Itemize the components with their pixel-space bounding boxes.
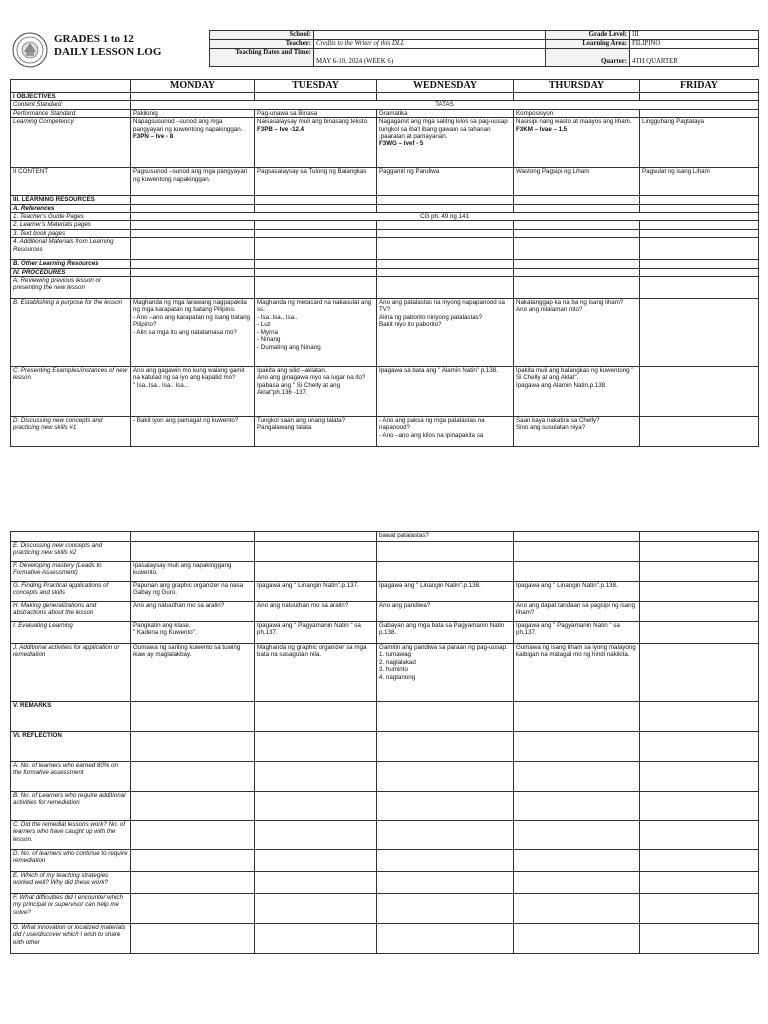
proc-h-row (11, 602, 759, 622)
thursday-proc-d: Saan kaya nakatira sa Chelly? Sino ang susulatan niya? (514, 417, 640, 447)
proc-c-label: C. Presenting Examples/instances of new lesson (11, 367, 131, 417)
friday-content: Pagsulat ng isang Liham (640, 168, 759, 196)
proc-d-row (11, 417, 759, 447)
procedures-row (11, 268, 759, 276)
monday-proc-j: Gumawa ng sariling kuwento sa tuwing ikaw ay maglalakbay. (131, 644, 255, 702)
wednesday-competency-code: F3WG – Ivef - 5 (379, 140, 424, 148)
tuesday-content: Pagsasalaysay sa Tulong ng Balangkas (255, 168, 377, 196)
proc-e-label: E. Discussing new concepts and practicing new skills #2 (11, 542, 131, 562)
corner-cell (11, 80, 131, 93)
proc-j-row (11, 644, 759, 702)
wednesday-proc-i: Gabayan ang mga bata sa Pagyamanin Natin p.138. (377, 622, 514, 644)
content-standard-label: Content Standard (11, 101, 131, 109)
area-label: Learning Area: (546, 40, 630, 49)
other-resources-row (11, 260, 759, 268)
monday-proc-c: Ano ang gagawin mo kung walang gamit na katulad ng sa iyo ang kapatid mo? " Isa..Isa.. Isa.. Isa... (131, 367, 255, 417)
performance-standard-label: Performance Standard (11, 109, 131, 117)
references-row (11, 204, 759, 212)
ref-c-row (11, 821, 759, 850)
tuesday-competency: Naisasalaysay muli ang binasang teksto. F3PB – Ive -12.4 (255, 118, 377, 168)
monday-proc-f: Ipasalaysay muli ang napakinggang kuwento. (131, 562, 255, 582)
proc-a-label: A. Reviewing previous lesson or presenting the new lesson (11, 277, 131, 299)
tuesday-proc-d: Tungkol saan ang unang talata? Pangalawang talata (255, 417, 377, 447)
ref-f-label: F. What difficulties did I encounter which my principal or supervisor can help me solve? (11, 894, 131, 924)
learning-resources-label: III. LEARNING RESOURCES (11, 196, 131, 204)
objectives-row (11, 93, 759, 101)
proc-c-row (11, 367, 759, 417)
friday-competency: Lingguhang Pagtataya (640, 118, 759, 168)
ref-f-row (11, 894, 759, 924)
content-standard-row (11, 101, 759, 109)
teacher-label: Teacher: (210, 40, 314, 49)
thursday-performance: Komposisyon (514, 109, 640, 117)
ref-e-label: E. Which of my teaching strategies worked well? Why did these work? (11, 872, 131, 894)
tuesday-proc-j: Maghanda ng graphic organizer sa mga bata na sasagutan nila. (255, 644, 377, 702)
proc-b-label: B. Establishing a purpose for the lesson (11, 299, 131, 367)
proc-g-row (11, 582, 759, 602)
wednesday-performance: Gramatika (377, 109, 514, 117)
objectives-label: I OBJECTIVES (11, 93, 131, 101)
proc-h-label: H. Making generalizations and abstractions about the lesson (11, 602, 131, 622)
day-header-row (11, 80, 759, 93)
additional-materials-row (11, 238, 759, 260)
continuation-row (11, 532, 759, 542)
wednesday-proc-d-cont: bawat patalastas? (377, 532, 514, 542)
monday-proc-b: Maghanda ng mga larawang nagpapakita ng mga karapatan ng batang Pilipino. - Ano –ano ang karapatan ng isang batang Pilipino? - Alin sa mga ito ang natatamasa mo? (131, 299, 255, 367)
ref-g-row (11, 924, 759, 954)
thursday-content: Wastong Pagsipi ng Liham (514, 168, 640, 196)
deped-seal-icon (12, 32, 48, 68)
ref-d-label: D. No. of learners who continue to require remediation (11, 850, 131, 872)
monday-competency-code: F3PN – Ive - 8 (133, 133, 174, 141)
performance-standard-row (11, 109, 759, 117)
day-monday: MONDAY (131, 80, 255, 93)
remarks-row (11, 702, 759, 732)
lesson-table-page-1 (10, 79, 759, 447)
proc-d-label: D. Discussing new concepts and practicing new skills #1 (11, 417, 131, 447)
content-label: II CONTENT (11, 168, 131, 196)
ref-b-row (11, 792, 759, 821)
proc-i-row (11, 622, 759, 644)
content-standard-value: TATAS (131, 101, 759, 109)
references-label: A. References (11, 204, 131, 212)
proc-f-label: F. Developing mastery (Leads to Formative Assessment) (11, 562, 131, 582)
wednesday-proc-c: Ipagawa sa bata ang " Alamin Natin" p.138. (377, 367, 514, 417)
wednesday-proc-d: - Ano ang paksa ng mga patalastas na napanood? - Ano –ano ang kilos na ipinapakita sa (377, 417, 514, 447)
proc-i-label: I. Evaluating Learning (11, 622, 131, 644)
proc-j-label: J. Additional activities for application or remediation (11, 644, 131, 702)
ref-a-label: A. No. of learners who earned 80% on the formative assessment (11, 762, 131, 792)
proc-a-row (11, 277, 759, 299)
wednesday-proc-j: Gamitin ang pandiwa sa paraan ng pag-uusap. 1. tumawag 2. naglalakad 3. huminto 4. nagtanong (377, 644, 514, 702)
proc-g-label: G. Finding Practical applications of concepts and skills (11, 582, 131, 602)
tuesday-proc-h: Ano ang natuuthan mo sa aralin? (255, 602, 377, 622)
info-table (209, 30, 759, 67)
ref-d-row (11, 850, 759, 872)
tg-pages-value: CG ph. 49 ng 141 (131, 213, 759, 221)
document-title (54, 33, 161, 59)
monday-content: Pagsusunod –sunod ang mga pangyayari ng kuwentong napakinggan. (131, 168, 255, 196)
tuesday-competency-code: F3PB – Ive -12.4 (257, 125, 305, 133)
thursday-proc-i: Ipagawa ang " Pagyamanin Natin " sa ph.137. (514, 622, 640, 644)
monday-proc-h: Ano ang natuuthan mo sa aralin? (131, 602, 255, 622)
lm-pages-label: 2. Learner's Materials pages (11, 221, 131, 229)
school-value (314, 31, 546, 40)
learning-competency-row (11, 118, 759, 168)
ref-g-label: G. What innovation or localized materials did I use/discover which I wish to share with other (11, 924, 131, 954)
quarter-label: Quarter: (546, 49, 630, 67)
monday-proc-d: - Bakit iyon ang pamagat ng kuwento? (131, 417, 255, 447)
thursday-proc-c: Ipakita muli ang balangkas ng kuwentong " Si Chelly at ang Aklat". Ipagawa ang Alamin Natin.p.138. (514, 367, 640, 417)
dates-value: MAY 6-10, 2024 (WEEK 6) (314, 49, 546, 67)
thursday-proc-b: Nakatanggap ka na ba ng isang liham? Ano ang nilalaman nito? (514, 299, 640, 367)
tuesday-performance: Pag-unawa sa Binasa (255, 109, 377, 117)
quarter-value: 4TH QUARTER (630, 49, 759, 67)
lm-pages-row (11, 221, 759, 229)
proc-f-row (11, 562, 759, 582)
additional-materials-label: 4. Additional Materials from Learning Resources (11, 238, 131, 260)
procedures-label: IV. PROCEDURES (11, 268, 131, 276)
content-row (11, 168, 759, 196)
thursday-competency-code: F3KM – Ivae – 1.5 (516, 125, 568, 133)
thursday-proc-h: Ano ang dapat tandaan sa pagsipi ng isang liham? (514, 602, 640, 622)
tuesday-proc-g: Ipagawa ang " Linangin Natin".p.137. (255, 582, 377, 602)
wednesday-proc-b: Ano ang patalastas na inyong napapanood sa TV? Alina ng paborito ninyong patalastas? Bakit niyo ito paborito? (377, 299, 514, 367)
remarks-label: V. REMARKS (11, 702, 131, 732)
proc-b-row (11, 299, 759, 367)
title-line-2: DAILY LESSON LOG (54, 46, 162, 58)
grade-value: III (630, 31, 759, 40)
thursday-proc-j: Gumawa ng isang liham sa iyong malayong kaibigan na matagal mo ng hindi nakikita. (514, 644, 640, 702)
learning-competency-label: Learning Competency (11, 118, 131, 168)
wednesday-content: Paggamit ng Pandiwa (377, 168, 514, 196)
tg-pages-label: 1. Teacher's Guide Pages (11, 213, 131, 221)
wednesday-competency: Nagagamit ang mga salitng kilos sa pag-uusap tungkol sa iba't ibang gawain sa tahanan ,paaralan at pamayanan. F3WG – Ivef - 5 (377, 118, 514, 168)
tg-pages-row (11, 213, 759, 221)
day-thursday: THURSDAY (514, 80, 640, 93)
reflection-row (11, 732, 759, 762)
ref-c-label: C. Did the remedial lessons work? No. of learners who have caught up with the lesson. (11, 821, 131, 850)
other-resources-label: B. Other Learning Resources (11, 260, 131, 268)
day-friday: FRIDAY (640, 80, 759, 93)
school-label: School: (210, 31, 314, 40)
reflection-label: VI. REFLECTION (11, 732, 131, 762)
grade-label: Grade Level: (546, 31, 630, 40)
monday-competency: Napagsusunod –sunod ang mga pangyayari ng kuwentong napakinggan. F3PN – Ive - 8 (131, 118, 255, 168)
tuesday-proc-c: Ipakita ang silid –aklatan. Ano ang ginagawa niyo sa lugar na ito? Ipabasa ang " Si Chelly at ang Aklat"ph.136 -137. (255, 367, 377, 417)
area-value: FILIPINO (630, 40, 759, 49)
learning-resources-row (11, 196, 759, 204)
day-wednesday: WEDNESDAY (377, 80, 514, 93)
title-line-1: GRADES 1 to 12 (54, 33, 134, 45)
teacher-value: Credits to the Writer of this DLL (314, 40, 546, 49)
monday-performance: Pakikinig (131, 109, 255, 117)
ref-a-row (11, 762, 759, 792)
thursday-competency: Nasisipi nang wasto at maayos ang liham. F3KM – Ivae – 1.5 (514, 118, 640, 168)
wednesday-proc-h: Ano ang pandiwa? (377, 602, 514, 622)
thursday-proc-g: Ipagawa ang " Linangin Natin".p.138. (514, 582, 640, 602)
dates-label: Teaching Dates and Time: (210, 49, 314, 67)
textbook-pages-label: 3. Text book pages (11, 229, 131, 237)
day-tuesday: TUESDAY (255, 80, 377, 93)
wednesday-proc-g: Ipagawa ang " Linangin Natin".p.138. (377, 582, 514, 602)
tuesday-proc-b: Maghanda ng metacard na nakasulat ang ss: - Isa..Isa.. Isa.. - Luz - Myrna - Ninang - Dumating ang Ninang (255, 299, 377, 367)
ref-e-row (11, 872, 759, 894)
proc-e-row (11, 542, 759, 562)
textbook-pages-row (11, 229, 759, 237)
ref-b-label: B. No. of Learners who require additional activities for remediation (11, 792, 131, 821)
monday-proc-g: Papunan ang graphic organizer na nasa Gabay ng Guro. (131, 582, 255, 602)
lesson-table-page-2 (10, 531, 759, 954)
monday-proc-i: Pangkatin ang klase. " Kadena ng Kuwento". (131, 622, 255, 644)
tuesday-proc-i: Ipagawa ang " Pagyamanin Natin " sa ph.137. (255, 622, 377, 644)
